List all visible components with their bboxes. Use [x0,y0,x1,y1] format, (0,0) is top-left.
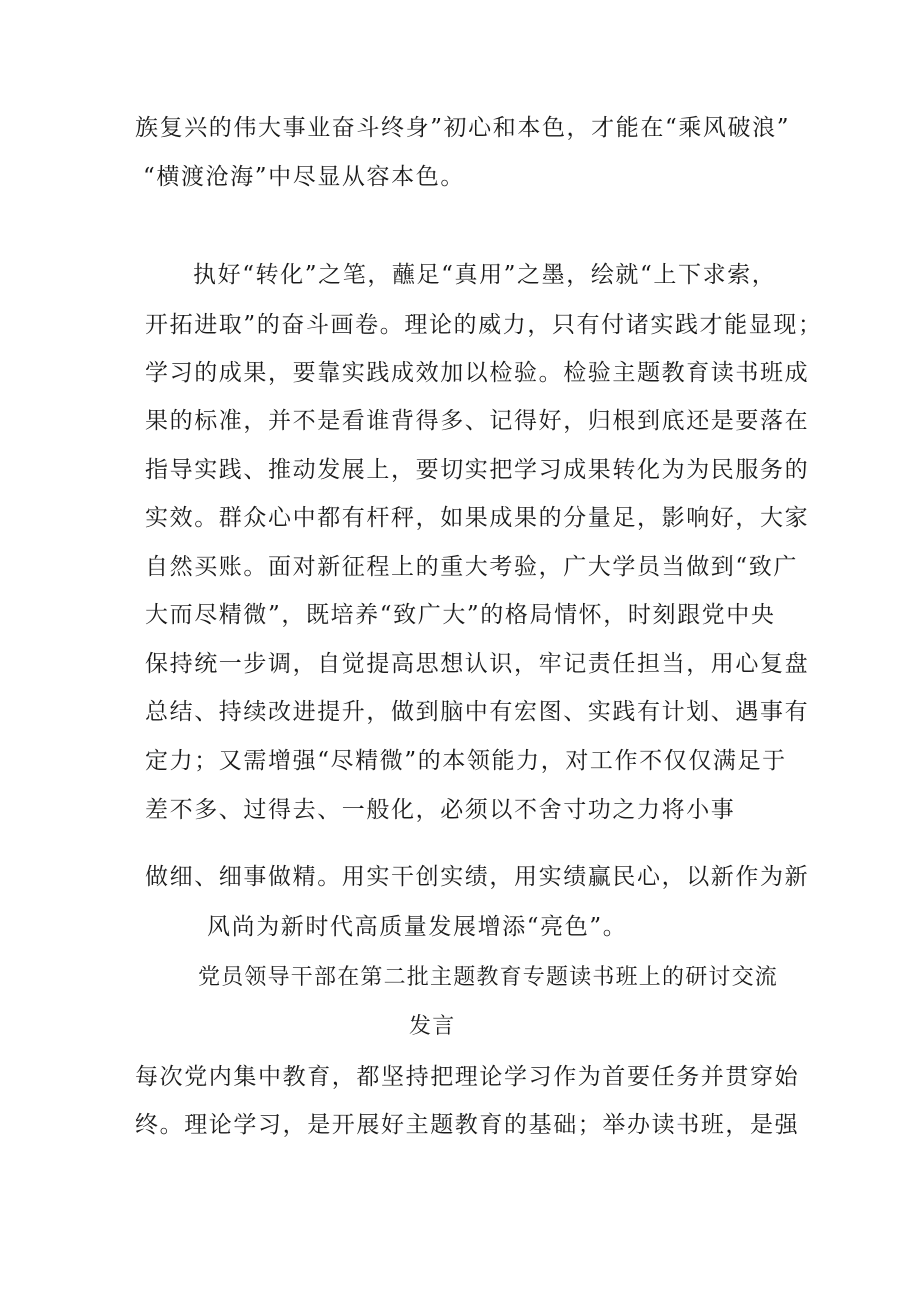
text-line: 族复兴的伟大事业奋斗终身”初心和本色，才能在“乘风破浪” [135,115,791,141]
text-line: 自然买账。面对新征程上的重大考验，广大学员当做到“致广 [145,554,798,580]
text-line: 开拓进取”的奋斗画卷。理论的威力，只有付诸实践才能显现； [145,312,823,338]
text-line: 差不多、过得去、一般化，必须以不舍寸功之力将小事 [145,797,736,823]
text-line: 指导实践、推动发展上，要切实把学习成果转化为为民服务的 [145,457,810,483]
text-line: 终。理论学习，是开展好主题教育的基础；举办读书班，是强 [135,1112,800,1138]
text-line: 每次党内集中教育，都坚持把理论学习作为首要任务并贯穿始 [135,1064,800,1090]
text-line: 学习的成果，要靠实践成效加以检验。检验主题教育读书班成 [145,360,810,386]
text-line: 执好“转化”之笔，蘸足“真用”之墨，绘就“上下求索， [193,262,777,288]
section-title-line: 党员领导干部在第二批主题教育专题读书班上的研讨交流 [198,965,779,990]
text-line: 总结、持续改进提升，做到脑中有宏图、实践有计划、遇事有 [145,699,810,725]
text-line: 风尚为新时代高质量发展增添“亮色”。 [207,914,628,940]
text-line: 定力；又需增强“尽精微”的本领能力，对工作不仅仅满足于 [145,748,787,774]
text-line: 果的标准，并不是看谁背得多、记得好，归根到底还是要落在 [145,408,810,434]
section-title-line: 发言 [409,1014,456,1039]
text-line: 实效。群众心中都有杆秤，如果成果的分量足，影响好，大家 [145,505,810,531]
text-line: “横渡沧海”中尽显从容本色。 [143,164,465,190]
text-line: 做细、细事做精。用实干创实绩，用实绩赢民心，以新作为新 [145,864,810,890]
text-line: 大而尽精微”，既培养“致广大”的格局情怀，时刻跟党中央 [145,602,776,628]
text-line: 保持统一步调，自觉提高思想认识，牢记责任担当，用心复盘 [145,651,810,677]
